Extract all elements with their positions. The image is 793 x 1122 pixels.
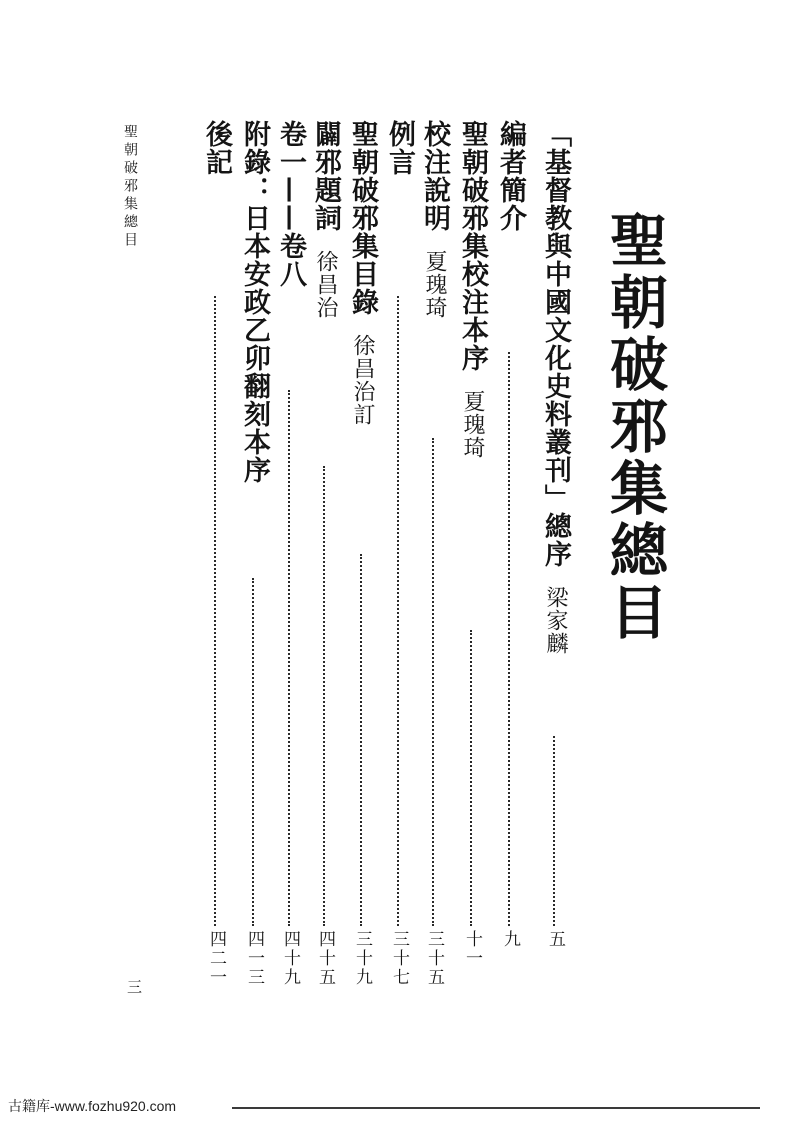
entry-text xyxy=(491,120,529,232)
running-head: 聖朝破邪集總目 xyxy=(122,124,138,250)
entry-title: 闢邪題詞 xyxy=(310,120,341,232)
site-watermark: 古籍库-www.fozhu920.com xyxy=(8,1098,177,1114)
leader-dots xyxy=(397,296,399,926)
entry-title: 聖朝破邪集目錄 xyxy=(347,120,378,316)
entry-author: 徐昌治訂 xyxy=(350,334,375,426)
entry-title: 編者簡介 xyxy=(495,120,526,232)
entry-page-number: 三十九 xyxy=(352,930,372,987)
leader-dots xyxy=(360,554,362,926)
leader-dots xyxy=(508,352,510,926)
entry-text xyxy=(197,120,235,176)
toc-entry-annotation-notes xyxy=(415,120,453,1000)
leader-dots xyxy=(432,438,434,926)
entry-page-number: 九 xyxy=(500,930,520,949)
entry-title: 聖朝破邪集校注本序 xyxy=(457,120,488,372)
entry-text xyxy=(235,120,273,484)
entry-page-number: 四二一 xyxy=(206,930,226,987)
toc-entry-editor-bio xyxy=(491,120,529,1000)
entry-page-number: 五 xyxy=(545,930,565,949)
entry-title: 卷一——卷八 xyxy=(275,120,306,288)
entry-text xyxy=(415,120,453,319)
leader-dots xyxy=(288,390,290,926)
entry-author: 夏瑰琦 xyxy=(422,250,447,319)
entry-title: 後記 xyxy=(201,120,232,176)
entry-title: 例言 xyxy=(384,120,415,176)
entry-text xyxy=(343,120,381,426)
leader-dots xyxy=(252,578,254,926)
scan-edge-line xyxy=(232,1107,760,1109)
entry-page-number: 四十九 xyxy=(280,930,300,987)
toc-entry-contents-list xyxy=(343,120,381,1000)
entry-author: 梁家麟 xyxy=(543,586,568,655)
entry-page-number: 四一三 xyxy=(244,930,264,987)
entry-author: 徐昌治 xyxy=(313,250,338,319)
toc-entry-conventions xyxy=(380,120,418,1000)
leader-dots xyxy=(553,736,555,926)
entry-author: 夏瑰琦 xyxy=(460,390,485,459)
toc-entry-volumes xyxy=(271,120,309,1000)
entry-title: 附錄：日本安政乙卯翻刻本序 xyxy=(239,120,270,484)
leader-dots xyxy=(470,630,472,926)
leader-dots xyxy=(323,466,325,926)
toc-entry-annotated-preface xyxy=(453,120,491,1000)
entry-page-number: 十一 xyxy=(462,930,482,968)
entry-page-number: 三十五 xyxy=(424,930,444,987)
entry-text xyxy=(380,120,418,176)
toc-entry-general-preface xyxy=(536,120,574,1000)
toc-entry-afterword xyxy=(197,120,235,1000)
toc-entry-appendix xyxy=(235,120,273,1000)
toc-entry-inscription xyxy=(306,120,344,1000)
folio-page-number: 三 xyxy=(127,978,143,996)
entry-title: 「基督教與中國文化史料叢刊」總序 xyxy=(540,120,571,568)
entry-page-number: 三十七 xyxy=(389,930,409,987)
page-title: 聖朝破邪集總目 xyxy=(600,210,668,644)
entry-page-number: 四十五 xyxy=(315,930,335,987)
entry-text xyxy=(306,120,344,319)
entry-text xyxy=(536,120,574,655)
entry-text xyxy=(453,120,491,459)
leader-dots xyxy=(214,296,216,926)
entry-title: 校注說明 xyxy=(419,120,450,232)
entry-text xyxy=(271,120,309,288)
